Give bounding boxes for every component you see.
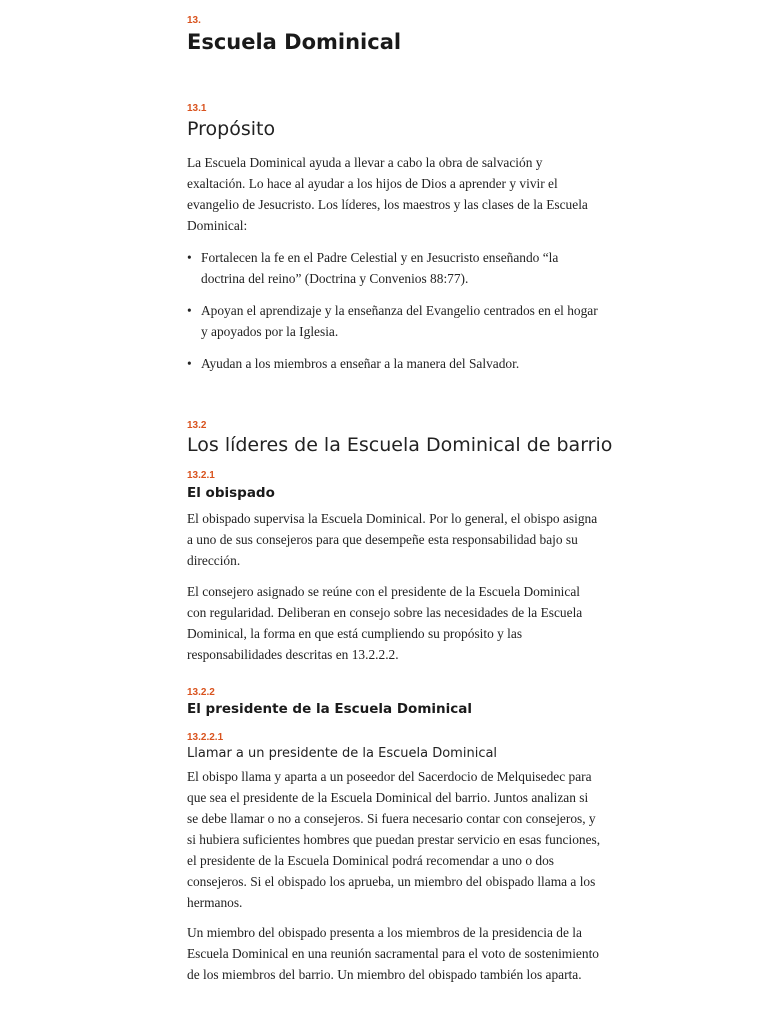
bullet-icon: • xyxy=(187,303,192,318)
section-title-purpose: Propósito xyxy=(187,118,276,140)
list-item: • Ayudan a los miembros a enseñar a la manera del Salvador. xyxy=(187,353,602,374)
chapter-title: Escuela Dominical xyxy=(187,30,402,54)
bishopric-paragraph-1: El obispado supervisa la Escuela Dominical. Por lo general, el obispo asigna a uno de sus consejeros para que desempeñe esta responsabilidad bajo su dirección. xyxy=(187,511,598,568)
subsection-title-president: El presidente de la Escuela Dominical xyxy=(187,701,473,717)
section-title-leaders: Los líderes de la Escuela Dominical de barrio xyxy=(187,434,613,456)
calling-paragraph-2: Un miembro del obispado presenta a los miembros de la presidencia de la Escuela Dominical en una reunión sacramental para el voto de sostenimiento de los miembros del barrio. Un miembro del obispado también los aparta. xyxy=(187,925,599,982)
subsection-title-bishopric: El obispado xyxy=(187,485,275,501)
section-number-purpose: 13.1 xyxy=(187,103,207,114)
bishopric-paragraph-2: El consejero asignado se reúne con el presidente de la Escuela Dominical con regularidad. Deliberan en consejo sobre las necesidades de la Escuela Dominical, la forma en que está cumpliendo su propósito y las responsabilidades descritas en 13.2.2.2. xyxy=(187,584,583,662)
subsection-number-president: 13.2.2 xyxy=(187,687,215,698)
list-item: • Fortalecen la fe en el Padre Celestial y en Jesucristo enseñando “la doctrina del reino” (Doctrina y Convenios 88:77). xyxy=(187,247,602,289)
purpose-bullet-list xyxy=(187,247,602,385)
subsubsection-number-calling: 13.2.2.1 xyxy=(187,732,224,743)
subsection-number-bishopric: 13.2.1 xyxy=(187,470,215,481)
purpose-intro-paragraph: La Escuela Dominical ayuda a llevar a cabo la obra de salvación y exaltación. Lo hace al ayudar a los hijos de Dios a aprender y vivir el evangelio de Jesucristo. Los líderes, los maestros y las clases de la Escuela Dominical: xyxy=(187,155,588,233)
bullet-icon: • xyxy=(187,250,192,265)
calling-paragraph-1: El obispo llama y aparta a un poseedor del Sacerdocio de Melquisedec para que sea el presidente de la Escuela Dominical del barrio. Juntos analizan si se debe llamar o no a consejeros. Si fuera necesario contar con consejeros, y si hubiera suficientes hombres que puedan prestar servicio en esas funciones, el presidente de la Escuela Dominical podrá recomendar a uno o dos consejeros. Si el obispado los aprueba, un miembro del obispado llama a los hermanos. xyxy=(187,769,601,910)
subsubsection-title-calling: Llamar a un presidente de la Escuela Dominical xyxy=(187,746,498,761)
section-number-leaders: 13.2 xyxy=(187,420,207,431)
list-item: • Apoyan el aprendizaje y la enseñanza del Evangelio centrados en el hogar y apoyados por la Iglesia. xyxy=(187,300,602,342)
chapter-number: 13. xyxy=(187,15,201,26)
bullet-icon: • xyxy=(187,356,192,371)
